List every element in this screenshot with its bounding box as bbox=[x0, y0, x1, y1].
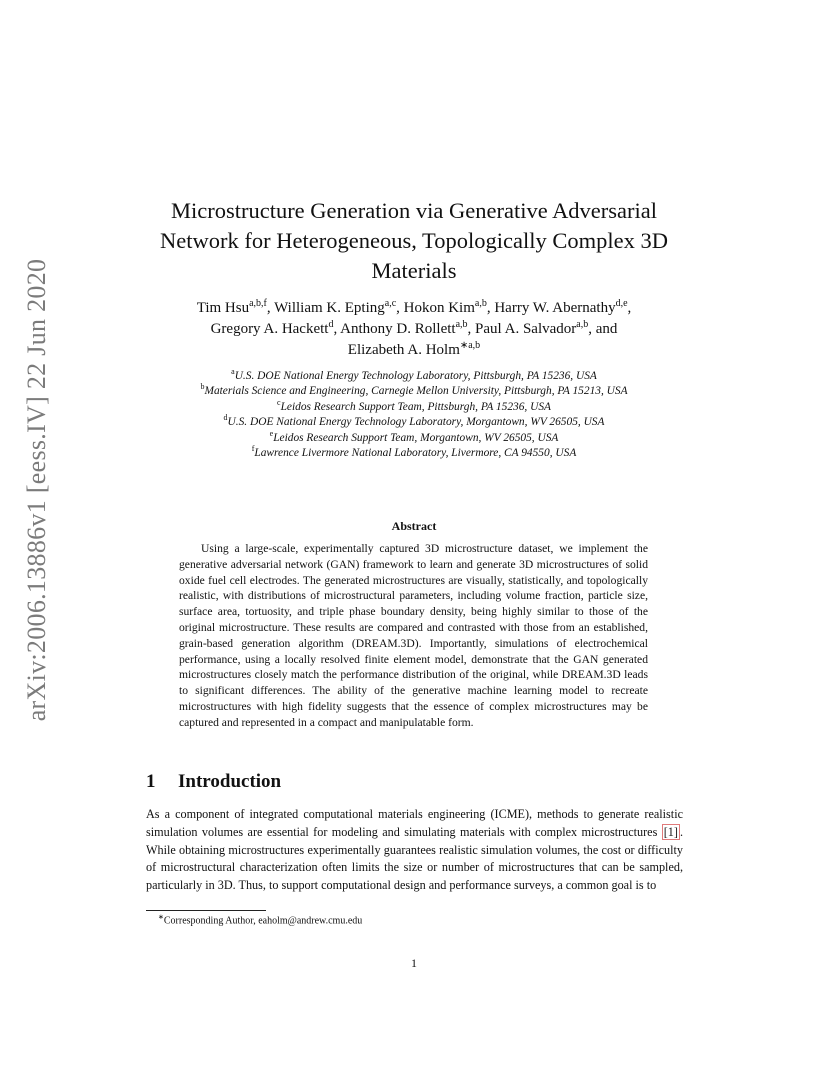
author: Elizabeth A. Holm$^{∗a,b}$ bbox=[347, 340, 481, 358]
abstract-text: Using a large-scale, experimentally captured 3D microstructure dataset, we implement the generative adversarial network (GAN) framework to learn and generate 3D microstructures of solid oxide fuel cell electrodes. The generated microstructures are visually, statistically, and topologically realistic, with distributions of microstructural parameters, including volume fraction, particle size, surface area, tortuosity, and triple phase boundary density, being highly similar to those of the original microstructure. These results are compared and contrasted with those from an established, grain-based generation algorithm (DREAM.3D). Importantly, simulations of electrochemical performance, using a locally resolved finite element model, demonstrate that the GAN generated microstructures closely match the performance distribution of the original, while DREAM.3D leads to significant differences. The ability of the generative machine learning model to recreate microstructures with high fidelity suggests that the essence of complex microstructures may be captured and represented in a compact and manipulatable form. bbox=[179, 542, 648, 729]
author-list: Tim Hsu$^{a,b,f}$, William K. Epting$^{a,c}$, Hokon Kim$^{a,b}$, Harry W. Abernathy$^{d,e}$, Gregory A. Hackett$^d$, Anthony D. Rollett$^{a,b}$, Paul A. Salvador$^{a,b}$, and Elizabeth A. Holm$^{∗a,b}$ bbox=[196, 298, 632, 358]
affiliation: $^e$Leidos Research Support Team, Morgantown, WV 26505, USA bbox=[269, 428, 559, 444]
arxiv-identifier-stamp bbox=[14, 258, 60, 721]
footnote: ∗Corresponding Author, eaholm@andrew.cmu.edu bbox=[158, 913, 363, 927]
affiliation: $^f$Lawrence Livermore National Laboratory, Livermore, CA 94550, USA bbox=[251, 444, 577, 460]
footnote-divider bbox=[146, 910, 266, 911]
citation-link[interactable]: [1] bbox=[663, 824, 678, 839]
affiliation: $^c$Leidos Research Support Team, Pittsburgh, PA 15236, USA bbox=[277, 398, 551, 413]
section-title: Introduction bbox=[178, 771, 282, 792]
affiliation: $^a$U.S. DOE National Energy Technology Laboratory, Pittsburgh, PA 15236, USA bbox=[231, 367, 597, 382]
arxiv-identifier-text: arXiv:2006.13886v1 [eess.IV] 22 Jun 2020 bbox=[22, 258, 51, 721]
affiliation: $^b$Materials Science and Engineering, Carnegie Mellon University, Pittsburgh, PA 15213, USA bbox=[200, 382, 628, 398]
author: William K. Epting$^{a,c}$ bbox=[274, 298, 397, 316]
page-number: 1 bbox=[411, 956, 417, 970]
author: Gregory A. Hackett$^d$ bbox=[210, 319, 334, 337]
section-number: 1 bbox=[146, 771, 156, 792]
affiliation: $^d$U.S. DOE National Energy Technology Laboratory, Morgantown, WV 26505, USA bbox=[223, 413, 605, 429]
author: Harry W. Abernathy$^{d,e}$ bbox=[494, 298, 628, 316]
affiliation-list bbox=[110, 369, 718, 461]
introduction-paragraph: As a component of integrated computational materials engineering (ICME), methods to generate realistic simulation volumes are essential for modeling and simulating materials with complex microstructures [1] . While obtaining microstructures experimentally guarantees realistic simulation volumes, the cost or difficulty of microstructural characterization often limits the size or number of microstructures that can be sampled, particularly in 3D. Thus, to support computational design and performance surveys, a common goal is to bbox=[146, 807, 683, 893]
paper-title: Microstructure Generation via Generative Adversarial Network for Heterogeneous, Topologically Complex 3D Materials bbox=[160, 198, 668, 283]
author-conjunction: and bbox=[595, 321, 618, 337]
author: Paul A. Salvador$^{a,b}$ bbox=[475, 319, 589, 337]
author: Anthony D. Rollett$^{a,b}$ bbox=[340, 319, 468, 337]
author: Hokon Kim$^{a,b}$ bbox=[403, 298, 487, 316]
abstract-heading: Abstract bbox=[391, 519, 437, 533]
author: Tim Hsu$^{a,b,f}$ bbox=[196, 298, 267, 316]
section-heading bbox=[146, 771, 281, 793]
